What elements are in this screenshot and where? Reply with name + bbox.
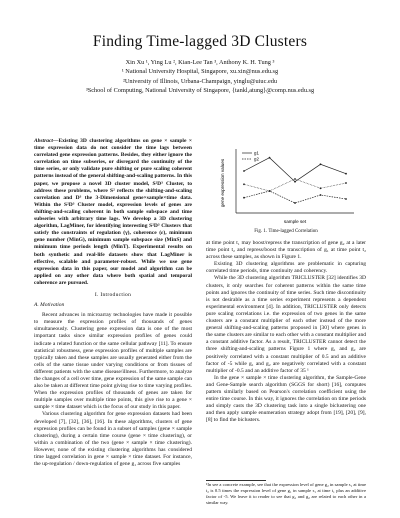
data-point-s2-4 <box>320 194 322 196</box>
intro-paragraph-1: Recent advances in microarray technologies have made it possible to measure the expression profiles of thousands of genes simultaneously. Clustering gene expression data is one of the most important tasks since similar expression profiles of genes could indicate a related function or the same cellular pathway [11]. To ensure statistical robustness, gene expression profiles of multiple samples are typically taken and these samples are usually generated either from the cells of the same tissue under varying conditions or from tissues of different patients with the same disease/illness. Furthermore, to analyze the changes of a cell over time, gene expression of the same sample can also be taken at different time point giving rise to time varying profiles. When the expression profiles of thousands of genes are taken for multiple samples over multiple time points, this give rise to a gene × sample × time dataset which is the focus of our study in this paper. <box>34 312 192 411</box>
abstract-text: Existing 3D clustering algorithms on gene × sample × time expression data do not consider the time lags between correlated gene expression patterns. Besides, they either ignore the correlation on time subseries, or disregard the continuity of the time series, or only validate pure shifting or pure scaling coherent patterns instead of the general shifting-and-scaling patterns. In this paper, we propose a novel 3D cluster model, S²D³ Cluster, to address these problems, where S² reflects the shifting-and-scaling correlation and D³ the 3-Dimensional gene×sample×time data. Within the S²D³ Cluster model, expression levels of genes are shifting-and-scaling coherent in both sample subspace and time subseries with arbitrary time lags. We develop a 3D clustering algorithm, LagMiner, for identifying interesting S²D³ Clusters that satisfy the constraints of regulation (γ), coherence (ε), minimum gene number (MinG), minimum sample subspace size (MinS) and minimum time periods length (MinT). Experimental results on both synthetic and real-life datasets show that LagMiner is effective, scalable and parameter-robust. While we use gene expression data in this paper, our model and algorithm can be applied on any other data where both spatial and temporal coherence are pursued. <box>34 138 192 286</box>
series-line-1 <box>244 158 346 182</box>
data-point-s3-2 <box>269 190 271 192</box>
figure-caption: Fig. 1. Time-lagged Correlation <box>254 229 318 234</box>
affiliation-2: ²University of Illinois, Urbana-Champaign, yinglu@uiuc.edu <box>122 77 278 85</box>
author-block <box>0 58 400 96</box>
abstract-lead: Abstract— <box>34 138 59 144</box>
paper-title: Finding Time-lagged 3D Clusters <box>92 33 308 50</box>
right-paragraph-2: Existing 3D clustering algorithms are problematic in capturing correlated time periods, time continuity and coherency. <box>206 261 366 275</box>
abstract <box>34 138 192 287</box>
right-paragraph-1: at time point t₁ may boost/repress the transcription of gene g₂ at a later time point t₂ and repress/boost the transcription of g₁ at time point t₂ across these samples, as shown in Figure 1. <box>206 240 366 261</box>
data-point-s2-3 <box>294 202 296 204</box>
time-lag-chart <box>214 143 362 229</box>
data-point-s1-4 <box>320 163 322 165</box>
data-point-s1-2 <box>269 157 271 159</box>
data-point-s3-4 <box>320 187 322 189</box>
data-point-s1-1 <box>243 170 245 172</box>
right-paragraph-3: While the 3D clustering algorithm TRICLUSTER [32] identifies 3D clusters, it only searches for coherent patterns within the same time points and ignores the continuity of time series. Such time discontinuity is not desirable as a time series experiment represents a dependent experimental environment [4]. In addition, TRICLUSTER only detects pure scaling correlations i.e. the expression of two genes in the same clusters are a constant multiplier of each other instead of the more general shifting-and-scaling patterns proposed in [30] where genes in the same clusters are similar to each other with a constant multiplier and a constant additive factor. As a result, TRICLUSTER cannot detect the three shifting-and-scaling patterns Figure 1 where g₁ and g₂ are positively correlated with a constant multiplier of 0.5 and an additive factor of -5 while g₁ and g₂ are negatively correlated with a constant multiplier of -0.5 and an additive factor of 35 ¹ <box>206 275 366 374</box>
right-paragraph-4: In the gene × sample × time clustering algorithm, the Sample-Gene and Gene-Sample search algorithm (SGGS for short) [16], computes pattern similarly based on Pearson's correlation coefficient using the entire time course. In this way, it ignores the correlation on time periods and simply casts the 3D clustering task into a single biclustering one and then apply sample enumeration strategy adopt from [19], [20], [9], [8] to find the biclusters. <box>206 374 366 424</box>
legend <box>242 151 259 162</box>
footnote: ¹In see a concrete example, see that the expression level of gene g₂ in sample s₁ at time t₂ is 0.5 times the expression level of gene g₁ in sample s₁ at time t₁ plus an additive factor of -5. We leave it to reader to see that g₁ and g₂ are related to each other in a similar way. <box>206 482 366 505</box>
data-point-s3-1 <box>243 183 245 185</box>
right-column <box>206 240 366 424</box>
x-axis-label: sample set <box>283 219 307 224</box>
section-heading: I. Introduction <box>94 291 132 298</box>
y-axis-label: gene expression values <box>220 158 225 208</box>
series-line-2 <box>244 191 346 203</box>
affiliation-1: ¹ National University Hospital, Singapore, xu.xin@nus.edu.sg <box>121 68 279 76</box>
data-point-s3-5 <box>345 182 347 184</box>
data-point-s2-1 <box>243 197 245 199</box>
data-point-s2-5 <box>345 198 347 200</box>
intro-paragraph-2: Various clustering algorithm for gene expression datasets had been developed [7], [32], [36], [16]. In these algorithms, clusters of gene expression profiles can be found in a subset of samples (gene × sample clustering), during a certain time course (gene × time clustering), or within a combination of the two (gene × sample × time clustering). However, none of the existing clustering algorithms has considered time lagged correlation in gene × sample × time dataset. For instance, the up-regulation / down-regulation of gene g₁ across five samples <box>34 411 192 468</box>
legend-label-g1: g1 <box>254 150 259 156</box>
data-point-s3-3 <box>294 178 296 180</box>
left-column <box>34 138 192 468</box>
data-point-s1-3 <box>294 181 296 183</box>
legend-label-g2: g2 <box>254 156 259 162</box>
data-point-s1-5 <box>345 173 347 175</box>
affiliation-3: ³School of Computing, National University of Singapore, {tankl,atung}@comp.nus.edu.sg <box>85 87 315 95</box>
figure-1 <box>214 143 362 229</box>
author-names: Xin Xu ¹, Ying Lu ², Kian-Lee Tan ³, Anthony K. H. Tung ³ <box>125 59 275 66</box>
footnote-rule <box>206 480 266 481</box>
subsection-heading: A. Motivation <box>34 302 65 309</box>
